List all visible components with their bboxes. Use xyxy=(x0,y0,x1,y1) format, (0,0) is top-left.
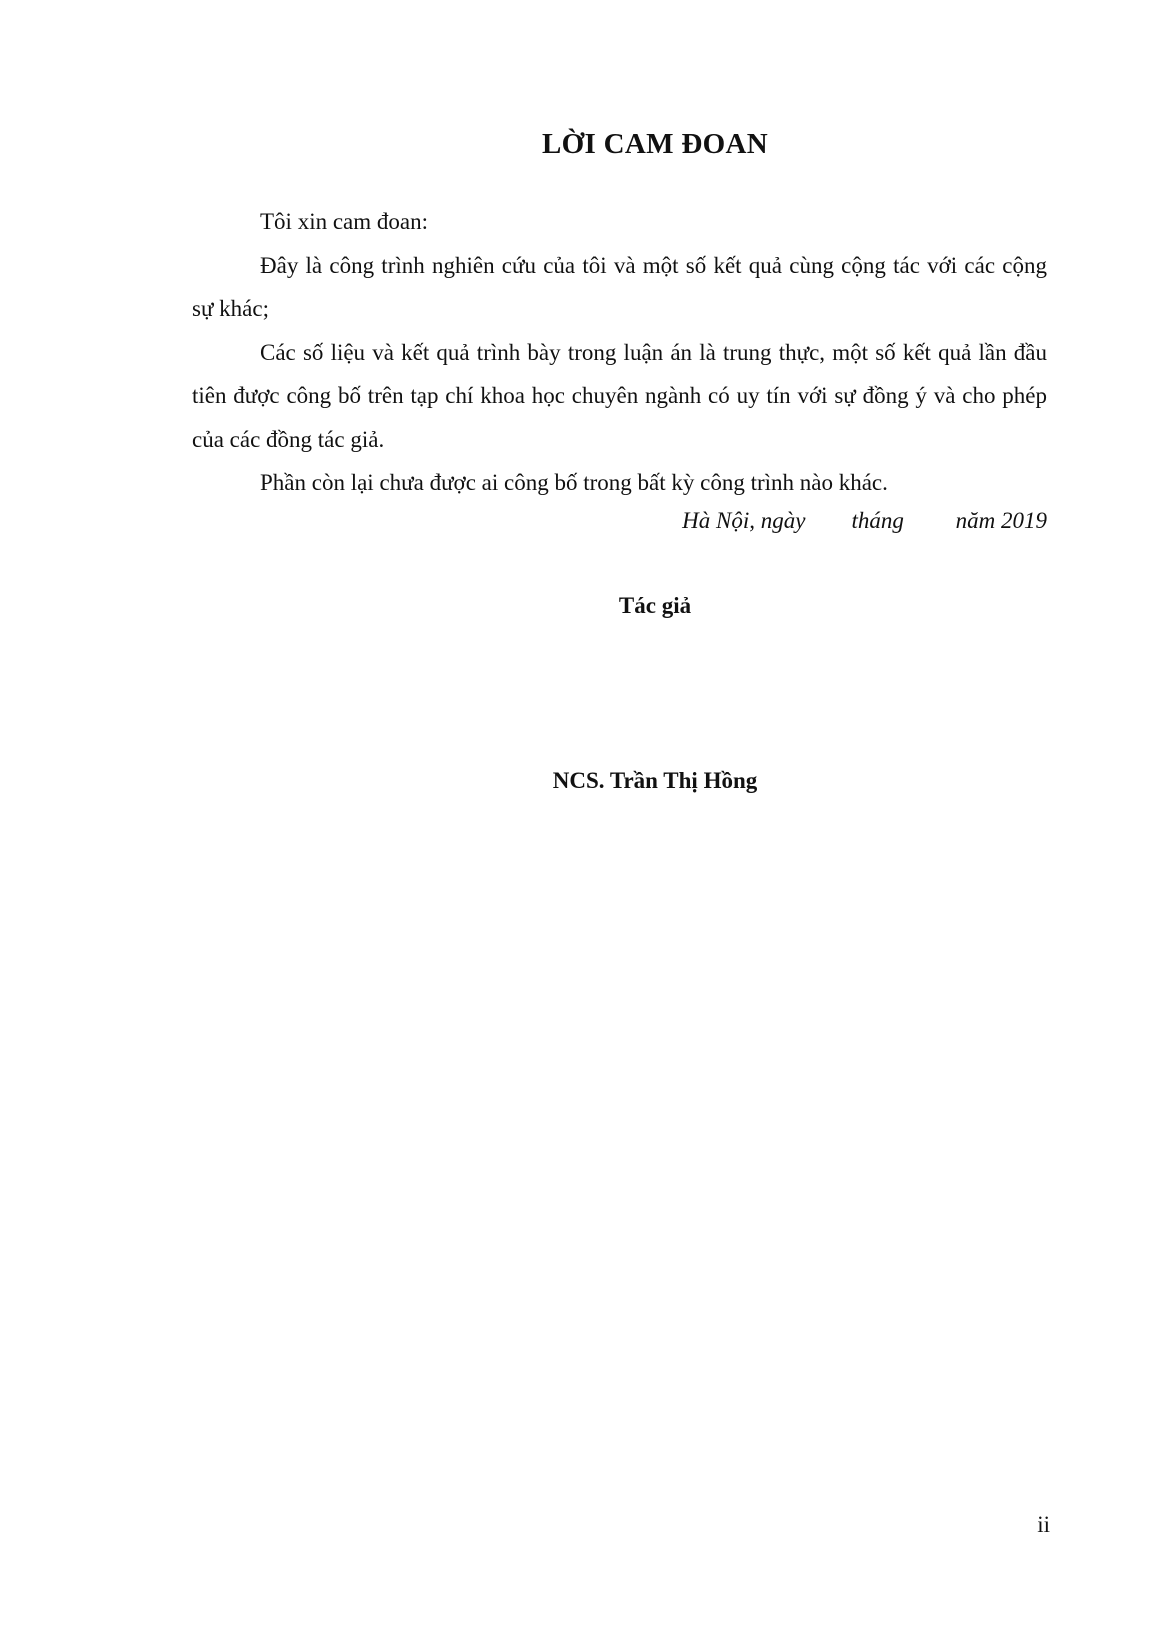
author-label: Tác giả xyxy=(618,593,692,618)
page-number: ii xyxy=(1037,1512,1050,1537)
date-year: năm 2019 xyxy=(955,508,1047,533)
author-name: NCS. Trần Thị Hồng xyxy=(552,768,758,793)
paragraph-research: Đây là công trình nghiên cứu của tôi và một số kết quả cùng cộng tác với các cộng sự khác; xyxy=(192,252,1047,321)
date-line xyxy=(682,508,1047,534)
declaration-body xyxy=(192,200,1047,505)
paragraph-data: Các số liệu và kết quả trình bày trong luận án là trung thực, một số kết quả lần đầu tiên được công bố trên tạp chí khoa học chuyên ngành có uy tín với sự đồng ý và cho phép của các đồng tác giả. xyxy=(192,339,1047,452)
page-title: LỜI CAM ĐOAN xyxy=(542,128,768,160)
date-month: tháng xyxy=(851,508,904,533)
paragraph-intro: Tôi xin cam đoan: xyxy=(260,209,428,234)
date-place-day: Hà Nội, ngày xyxy=(682,508,806,533)
paragraph-remaining: Phần còn lại chưa được ai công bố trong bất kỳ công trình nào khác. xyxy=(260,470,888,495)
